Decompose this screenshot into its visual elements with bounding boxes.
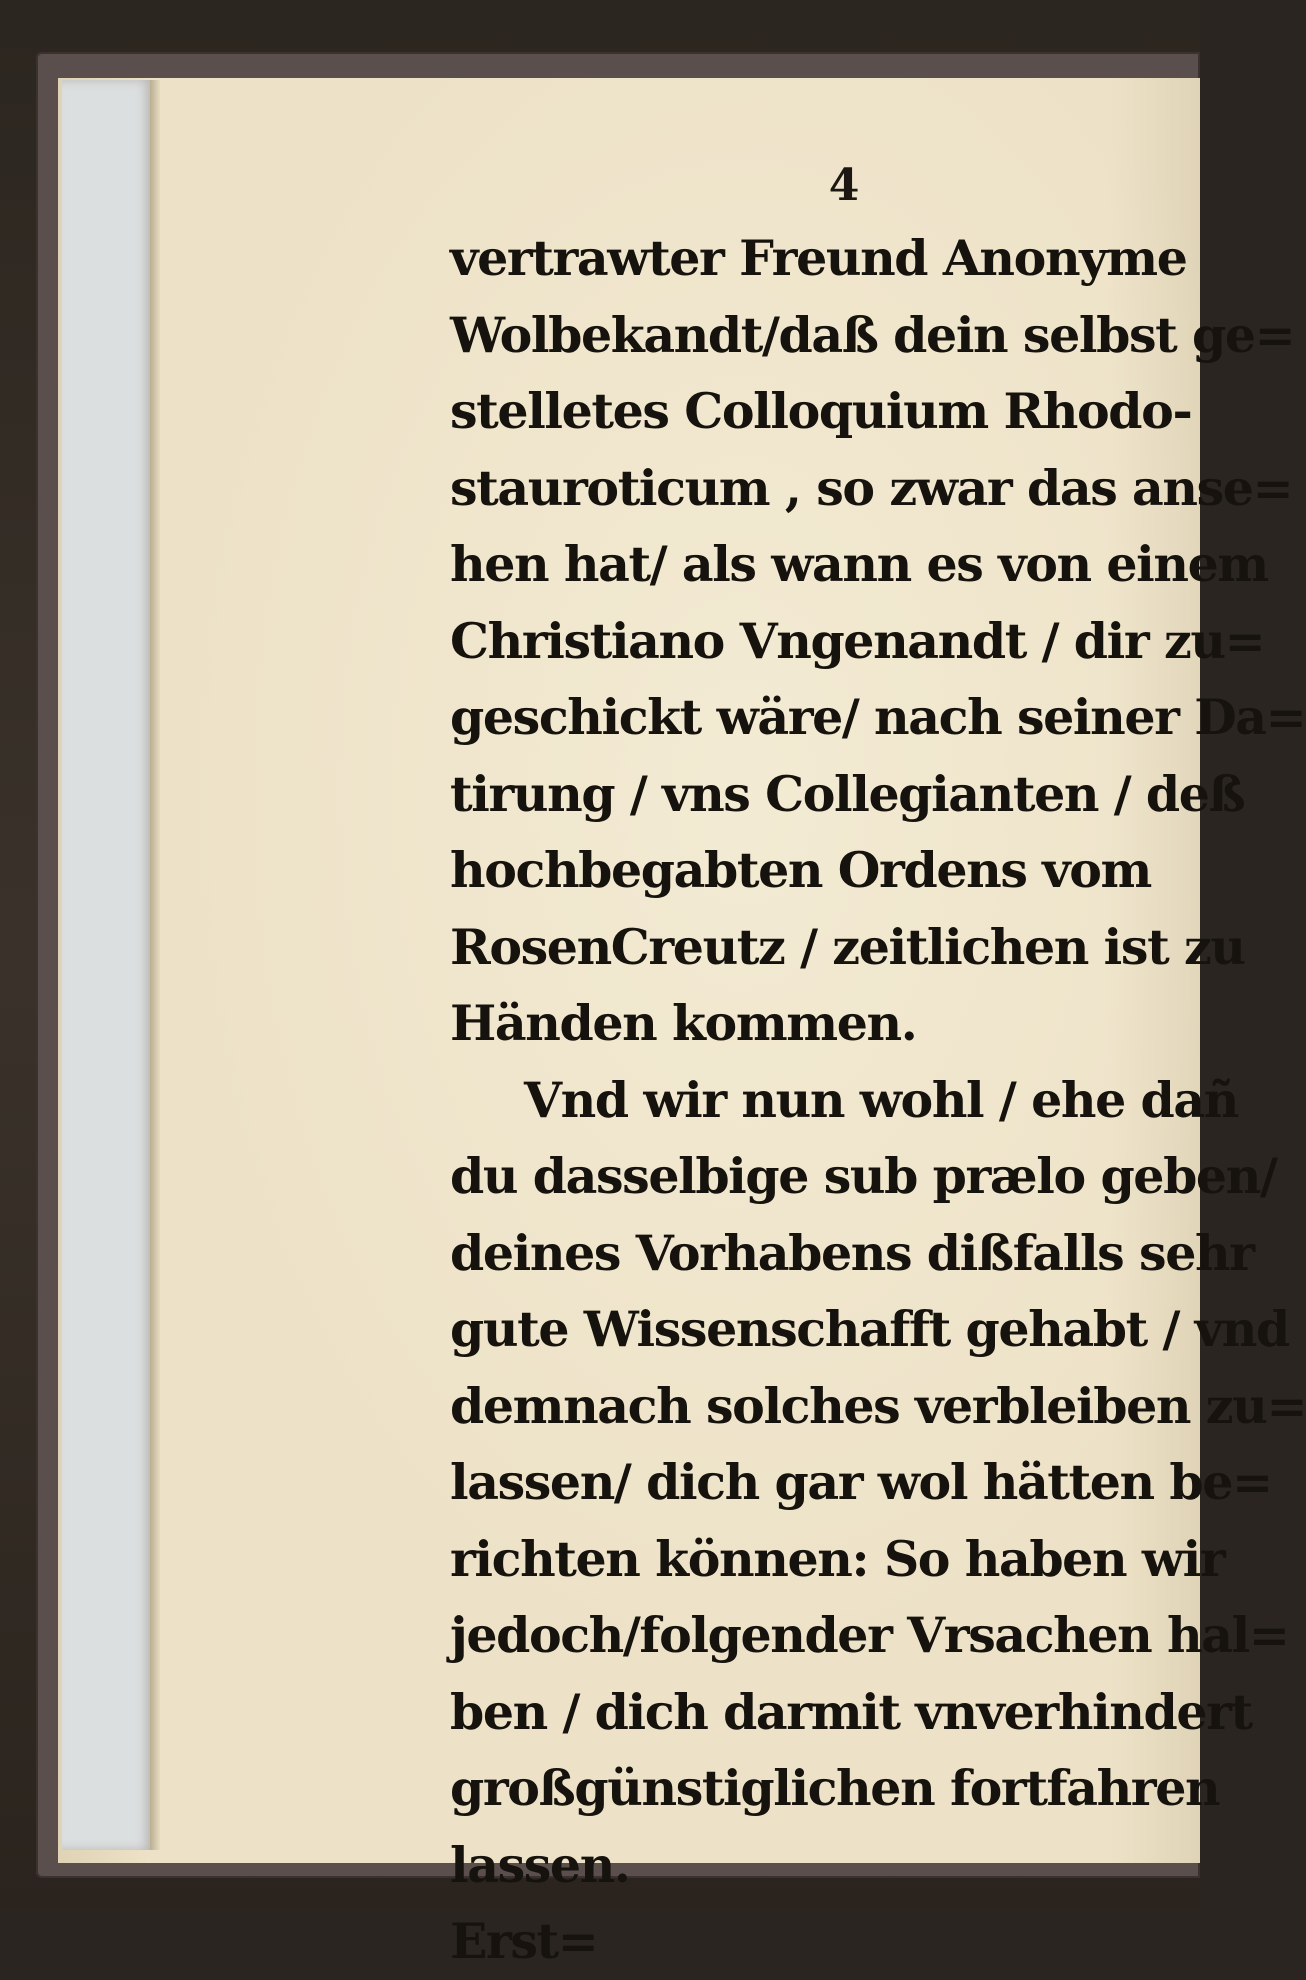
text-line: großgünstiglichen fortfahren (450, 1759, 1220, 1817)
text-line: hochbegabten Ordens vom (450, 841, 1151, 899)
text-line: RosenCreutz / zeitlichen ist zu (450, 917, 1245, 976)
text-line: vertrawter Freund Anonyme (450, 229, 1187, 287)
text-line: lassen/ dich gar wol hätten be= (450, 1453, 1272, 1511)
text-line: demnach solches verbleiben zu= (450, 1376, 1306, 1435)
text-line: jedoch/folgender Vrsachen hal= (450, 1606, 1289, 1664)
text-line: ben / dich darmit vnverhindert (450, 1682, 1252, 1741)
text-line: stauroticum , so zwar das anse= (450, 458, 1293, 517)
text-line: Wolbekandt/daß dein selbst ge= (450, 305, 1295, 364)
binding-gutter (62, 80, 154, 1850)
text-line: geschickt wäre/ nach seiner Da= (450, 688, 1306, 746)
gutter-edge (150, 80, 160, 1850)
text-block (450, 220, 1306, 1970)
text-line: stelletes Colloquium Rhodo- (450, 382, 1192, 440)
page-number: 4 (828, 160, 860, 211)
final-line (450, 1827, 1200, 1980)
catchword: Erst= (450, 1912, 598, 1970)
text-line: lassen. (450, 1835, 630, 1894)
text-line: hen hat/ als wann es von einem (450, 535, 1268, 593)
text-line: Händen kommen. (450, 994, 917, 1052)
text-line: deines Vorhabens dißfalls sehr (450, 1223, 1254, 1282)
text-line: Christiano Vngenandt / dir zu= (450, 611, 1265, 670)
text-line: gute Wissenschafft gehabt / vnd (450, 1300, 1289, 1358)
text-line: tirung / vns Collegianten / deß (450, 764, 1245, 823)
paragraph-start-line: Vnd wir nun wohl / ehe dañ (524, 1070, 1238, 1129)
text-line: du dasselbige sub prælo geben/ (450, 1147, 1277, 1205)
text-line: richten können: So haben wir (450, 1529, 1225, 1588)
